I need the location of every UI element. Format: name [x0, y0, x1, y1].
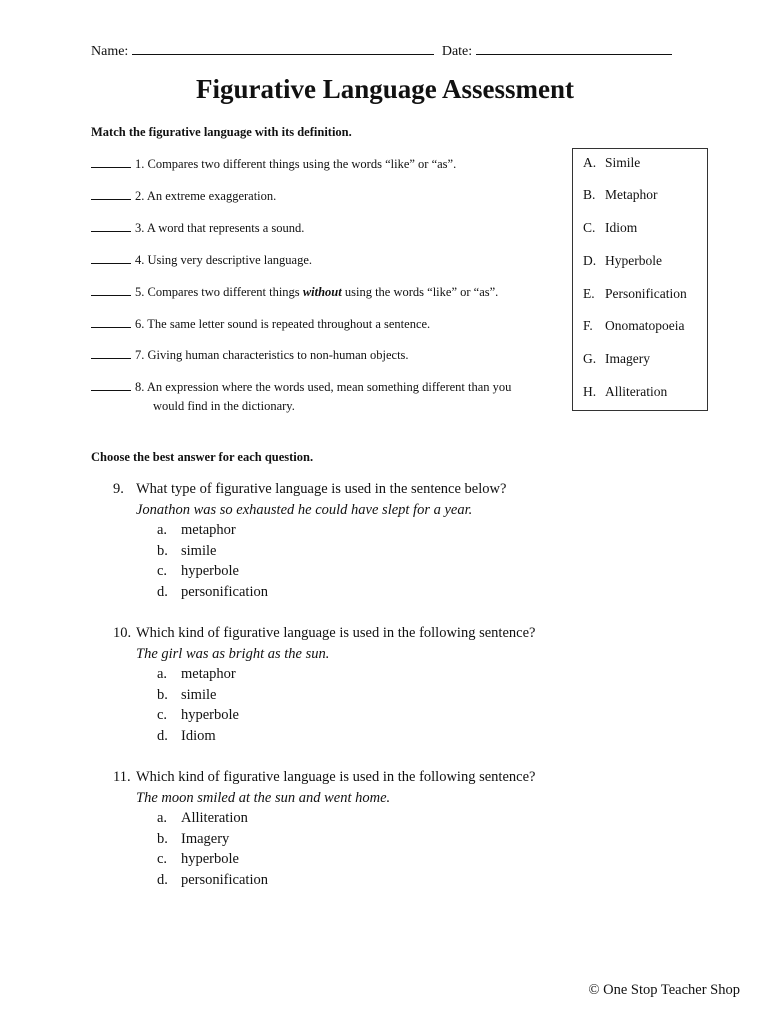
name-blank-line[interactable] — [132, 42, 434, 55]
choice-imagery: G. Imagery — [583, 351, 650, 366]
question-prompt: What type of figurative language is used in the sentence below? — [136, 481, 507, 497]
header-line — [91, 42, 672, 60]
answer-option[interactable]: d. personification — [157, 583, 268, 600]
answer-blank[interactable] — [91, 252, 131, 264]
question-prompt: Which kind of figurative language is used in the following sentence? — [136, 769, 536, 785]
answer-blank[interactable] — [91, 284, 131, 296]
date-blank-line[interactable] — [476, 42, 672, 55]
answer-option[interactable]: c. hyperbole — [157, 563, 239, 579]
answer-option[interactable]: b. simile — [157, 686, 217, 703]
answer-blank[interactable] — [91, 188, 131, 200]
answer-choices-box — [572, 148, 708, 411]
item-text: An extreme exaggeration. — [146, 189, 277, 203]
item-text: An expression where the words used, mean something different than you — [146, 380, 512, 394]
multiple-choice-instructions: Choose the best answer for each question. — [91, 450, 314, 464]
question-sentence: Jonathon was so exhausted he could have slept for a year. — [136, 501, 473, 518]
match-item — [91, 315, 561, 334]
answer-option[interactable]: c. hyperbole — [157, 851, 239, 867]
choice-personification: E. Personification — [583, 286, 687, 301]
item-number: 3. — [135, 221, 145, 235]
question-11 — [113, 767, 673, 890]
answer-option[interactable]: d. personification — [157, 871, 268, 888]
item-number: 7. — [135, 348, 145, 362]
match-item — [91, 251, 561, 270]
item-number: 8. — [135, 380, 145, 394]
copyright-footer: © One Stop Teacher Shop — [588, 982, 740, 998]
question-sentence: The girl was as bright as the sun. — [136, 645, 330, 662]
item-text: Using very descriptive language. — [147, 253, 313, 267]
answer-option[interactable]: b. Imagery — [157, 830, 230, 847]
question-number: 9. — [113, 481, 124, 497]
choice-hyperbole: D. Hyperbole — [583, 253, 662, 268]
item-text: Compares two different things — [147, 285, 300, 299]
match-item — [91, 187, 561, 206]
match-item — [91, 283, 561, 302]
item-text: Compares two different things using the words “like” or “as”. — [147, 157, 457, 171]
answer-option[interactable]: d. Idiom — [157, 727, 216, 744]
item-number: 1. — [135, 157, 145, 171]
answer-blank[interactable] — [91, 156, 131, 168]
item-text: Giving human characteristics to non-human objects. — [147, 348, 409, 362]
item-number: 2. — [135, 189, 145, 203]
question-sentence: The moon smiled at the sun and went home. — [136, 789, 391, 806]
answer-blank[interactable] — [91, 347, 131, 359]
item-text: using the words “like” or “as”. — [344, 285, 499, 299]
answer-option[interactable]: a. Alliteration — [157, 810, 248, 826]
answer-blank[interactable] — [91, 220, 131, 232]
choice-simile: A. Simile — [583, 155, 641, 170]
choice-metaphor: B. Metaphor — [583, 187, 658, 202]
answer-option[interactable]: a. metaphor — [157, 522, 236, 538]
item-text-continued: would find in the dictionary. — [153, 399, 295, 413]
question-10 — [113, 623, 673, 746]
match-item — [91, 155, 561, 174]
match-item — [91, 346, 561, 365]
answer-option[interactable]: a. metaphor — [157, 666, 236, 682]
question-number: 10. — [113, 625, 132, 641]
choice-idiom: C. Idiom — [583, 220, 638, 235]
question-9 — [113, 479, 673, 602]
answer-option[interactable]: b. simile — [157, 542, 217, 559]
choice-alliteration: H. Alliteration — [583, 384, 668, 399]
item-number: 4. — [135, 253, 145, 267]
matching-instructions: Match the figurative language with its definition. — [91, 125, 352, 139]
answer-blank[interactable] — [91, 379, 131, 391]
answer-option[interactable]: c. hyperbole — [157, 707, 239, 723]
choice-onomatopoeia: F. Onomatopoeia — [583, 318, 685, 333]
page-title: Figurative Language Assessment — [196, 74, 574, 104]
match-item — [91, 378, 561, 416]
match-item — [91, 219, 561, 238]
question-number: 11. — [113, 769, 131, 785]
name-label: Name: — [91, 44, 129, 59]
item-emphasis: without — [302, 285, 342, 299]
question-prompt: Which kind of figurative language is used in the following sentence? — [136, 625, 536, 641]
date-label: Date: — [441, 44, 473, 59]
answer-blank[interactable] — [91, 316, 131, 328]
item-text: The same letter sound is repeated throughout a sentence. — [147, 317, 431, 331]
item-number: 6. — [135, 317, 145, 331]
item-text: A word that represents a sound. — [146, 221, 305, 235]
item-number: 5. — [135, 285, 145, 299]
